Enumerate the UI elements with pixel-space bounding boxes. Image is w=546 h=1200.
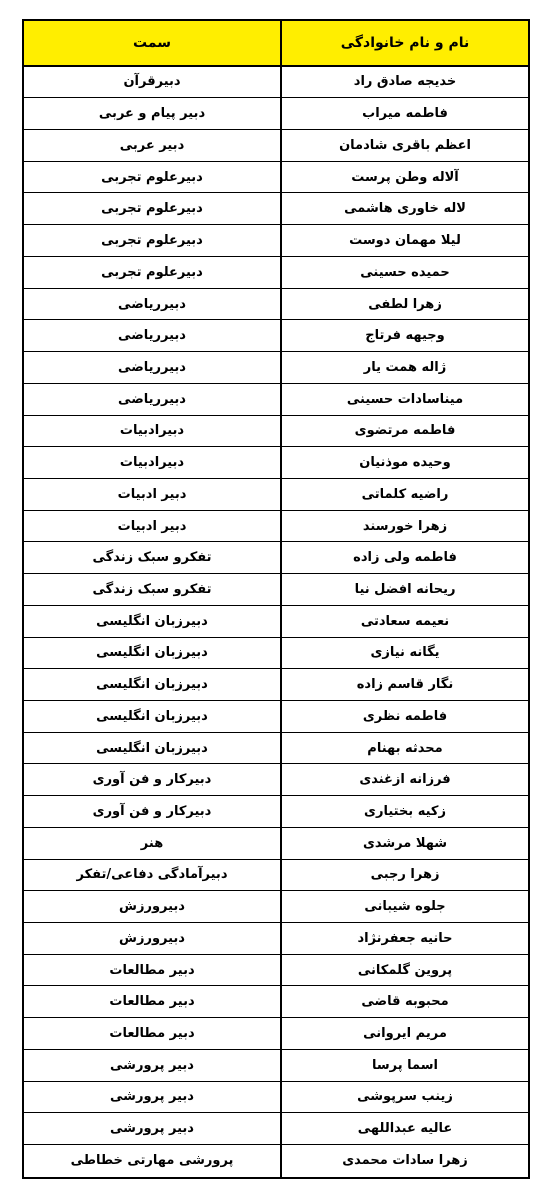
staff-role: دبیرزبان انگلیسی [96,740,208,756]
staff-name: عالیه عبداللهی [280,1113,528,1144]
staff-name: محبوبه قاضی [280,986,528,1017]
staff-name: میناسادات حسینی [280,384,528,415]
table-row [24,257,528,289]
table-row [24,986,528,1018]
table-header-row [24,21,528,67]
staff-name: جلوه شیبانی [280,891,528,922]
staff-role: دبیرریاضی [118,296,186,312]
staff-role: دبیرعلوم تجربی [101,233,203,249]
table-row [24,891,528,923]
table-row [24,320,528,352]
table-row [24,923,528,955]
staff-role: دبیر پرورشی [110,1057,194,1073]
staff-role: دبیرریاضی [118,359,186,375]
staff-role: دبیرزبان انگلیسی [96,645,208,661]
staff-name: ریحانه افضل نیا [280,574,528,605]
staff-role: دبیرعلوم تجربی [101,169,203,185]
staff-name: آلاله وطن پرست [280,162,528,193]
table-row [24,764,528,796]
table-row [24,669,528,701]
staff-name: اعظم باقری شادمان [280,130,528,161]
staff-name: زکیه بختیاری [280,796,528,827]
staff-role: دبیر پیام و عربی [98,106,206,122]
staff-role: تفکرو سبک زندگی [92,550,212,566]
staff-name: ژاله همت یار [280,352,528,383]
header-role: سمت [133,34,171,51]
table-row [24,1018,528,1050]
table-row [24,638,528,670]
staff-role: تفکرو سبک زندگی [92,581,212,597]
staff-name: وجیهه فرتاج [280,320,528,351]
table-row [24,701,528,733]
table-row [24,574,528,606]
staff-role: دبیرورزش [119,930,185,946]
staff-role: دبیرزبان انگلیسی [96,677,208,693]
staff-name: زهرا خورسند [280,511,528,542]
staff-role: دبیرآمادگی دفاعی/تفکر [76,867,228,883]
staff-role: هنر [140,835,164,851]
table-row [24,67,528,99]
staff-name: فرزانه ازغندی [280,764,528,795]
staff-role: دبیر عربی [119,137,185,153]
staff-role: دبیرزبان انگلیسی [96,708,208,724]
staff-role: دبیرقرآن [123,74,181,90]
staff-role: دبیر پرورشی [110,1121,194,1137]
table-row [24,1113,528,1145]
staff-role: دبیرکار و فن آوری [92,804,212,819]
table-row [24,606,528,638]
staff-name: یگانه نیازی [280,638,528,669]
staff-name: مریم ایروانی [280,1018,528,1049]
table-row [24,447,528,479]
table-row [24,384,528,416]
staff-name: زهرا رجبی [280,860,528,891]
staff-name: فاطمه میراب [280,98,528,129]
table-row [24,796,528,828]
table-row [24,828,528,860]
staff-name: لیلا مهمان دوست [280,225,528,256]
staff-name: خدیجه صادق راد [280,67,528,98]
staff-role: دبیرادبیات [119,423,185,439]
staff-name: نگار قاسم زاده [280,669,528,700]
staff-name: پروین گلمکانی [280,955,528,986]
table-row [24,225,528,257]
staff-role: دبیرزبان انگلیسی [96,613,208,629]
staff-role: پرورشی مهارتی خطاطی [70,1153,234,1169]
staff-role: دبیرورزش [119,899,185,915]
staff-name: فاطمه نظری [280,701,528,732]
staff-role: دبیر مطالعات [109,962,195,978]
table-row [24,162,528,194]
table-row [24,130,528,162]
staff-name: زینب سرپوشی [280,1082,528,1113]
staff-role: دبیرریاضی [118,391,186,407]
staff-role: دبیرکار و فن آوری [92,772,212,788]
table-row [24,1145,528,1177]
table-row [24,352,528,384]
staff-role: دبیر پرورشی [110,1089,194,1105]
staff-name: شهلا مرشدی [280,828,528,859]
staff-role: دبیرعلوم تجربی [101,264,203,280]
header-name: نام و نام خانوادگی [280,21,528,65]
staff-role: دبیرادبیات [119,455,185,471]
staff-name: راضیه کلماتی [280,479,528,510]
table-row [24,289,528,321]
staff-name: حانیه جعفرنژاد [280,923,528,954]
table-row [24,98,528,130]
staff-name: زهرا سادات محمدی [280,1145,528,1177]
table-row [24,479,528,511]
staff-role: دبیر ادبیات [117,518,187,534]
staff-role: دبیر مطالعات [109,994,195,1010]
staff-name: محدثه بهنام [280,733,528,764]
staff-role: دبیرعلوم تجربی [101,201,203,217]
staff-name: زهرا لطفی [280,289,528,320]
table-row [24,1050,528,1082]
staff-role: دبیر ادبیات [117,486,187,502]
staff-name: لاله خاوری هاشمی [280,193,528,224]
staff-table [22,19,530,1179]
staff-name: نعیمه سعادتی [280,606,528,637]
table-row [24,511,528,543]
table-row [24,955,528,987]
staff-role: دبیر مطالعات [109,1026,195,1042]
table-row [24,416,528,448]
staff-name: حمیده حسینی [280,257,528,288]
staff-name: فاطمه ولی زاده [280,542,528,573]
staff-role: دبیرریاضی [118,328,186,344]
staff-name: اسما پرسا [280,1050,528,1081]
table-row [24,1082,528,1114]
table-row [24,542,528,574]
table-row [24,860,528,892]
table-row [24,733,528,765]
staff-name: فاطمه مرتضوی [280,416,528,447]
staff-name: وحیده موذنیان [280,447,528,478]
table-row [24,193,528,225]
